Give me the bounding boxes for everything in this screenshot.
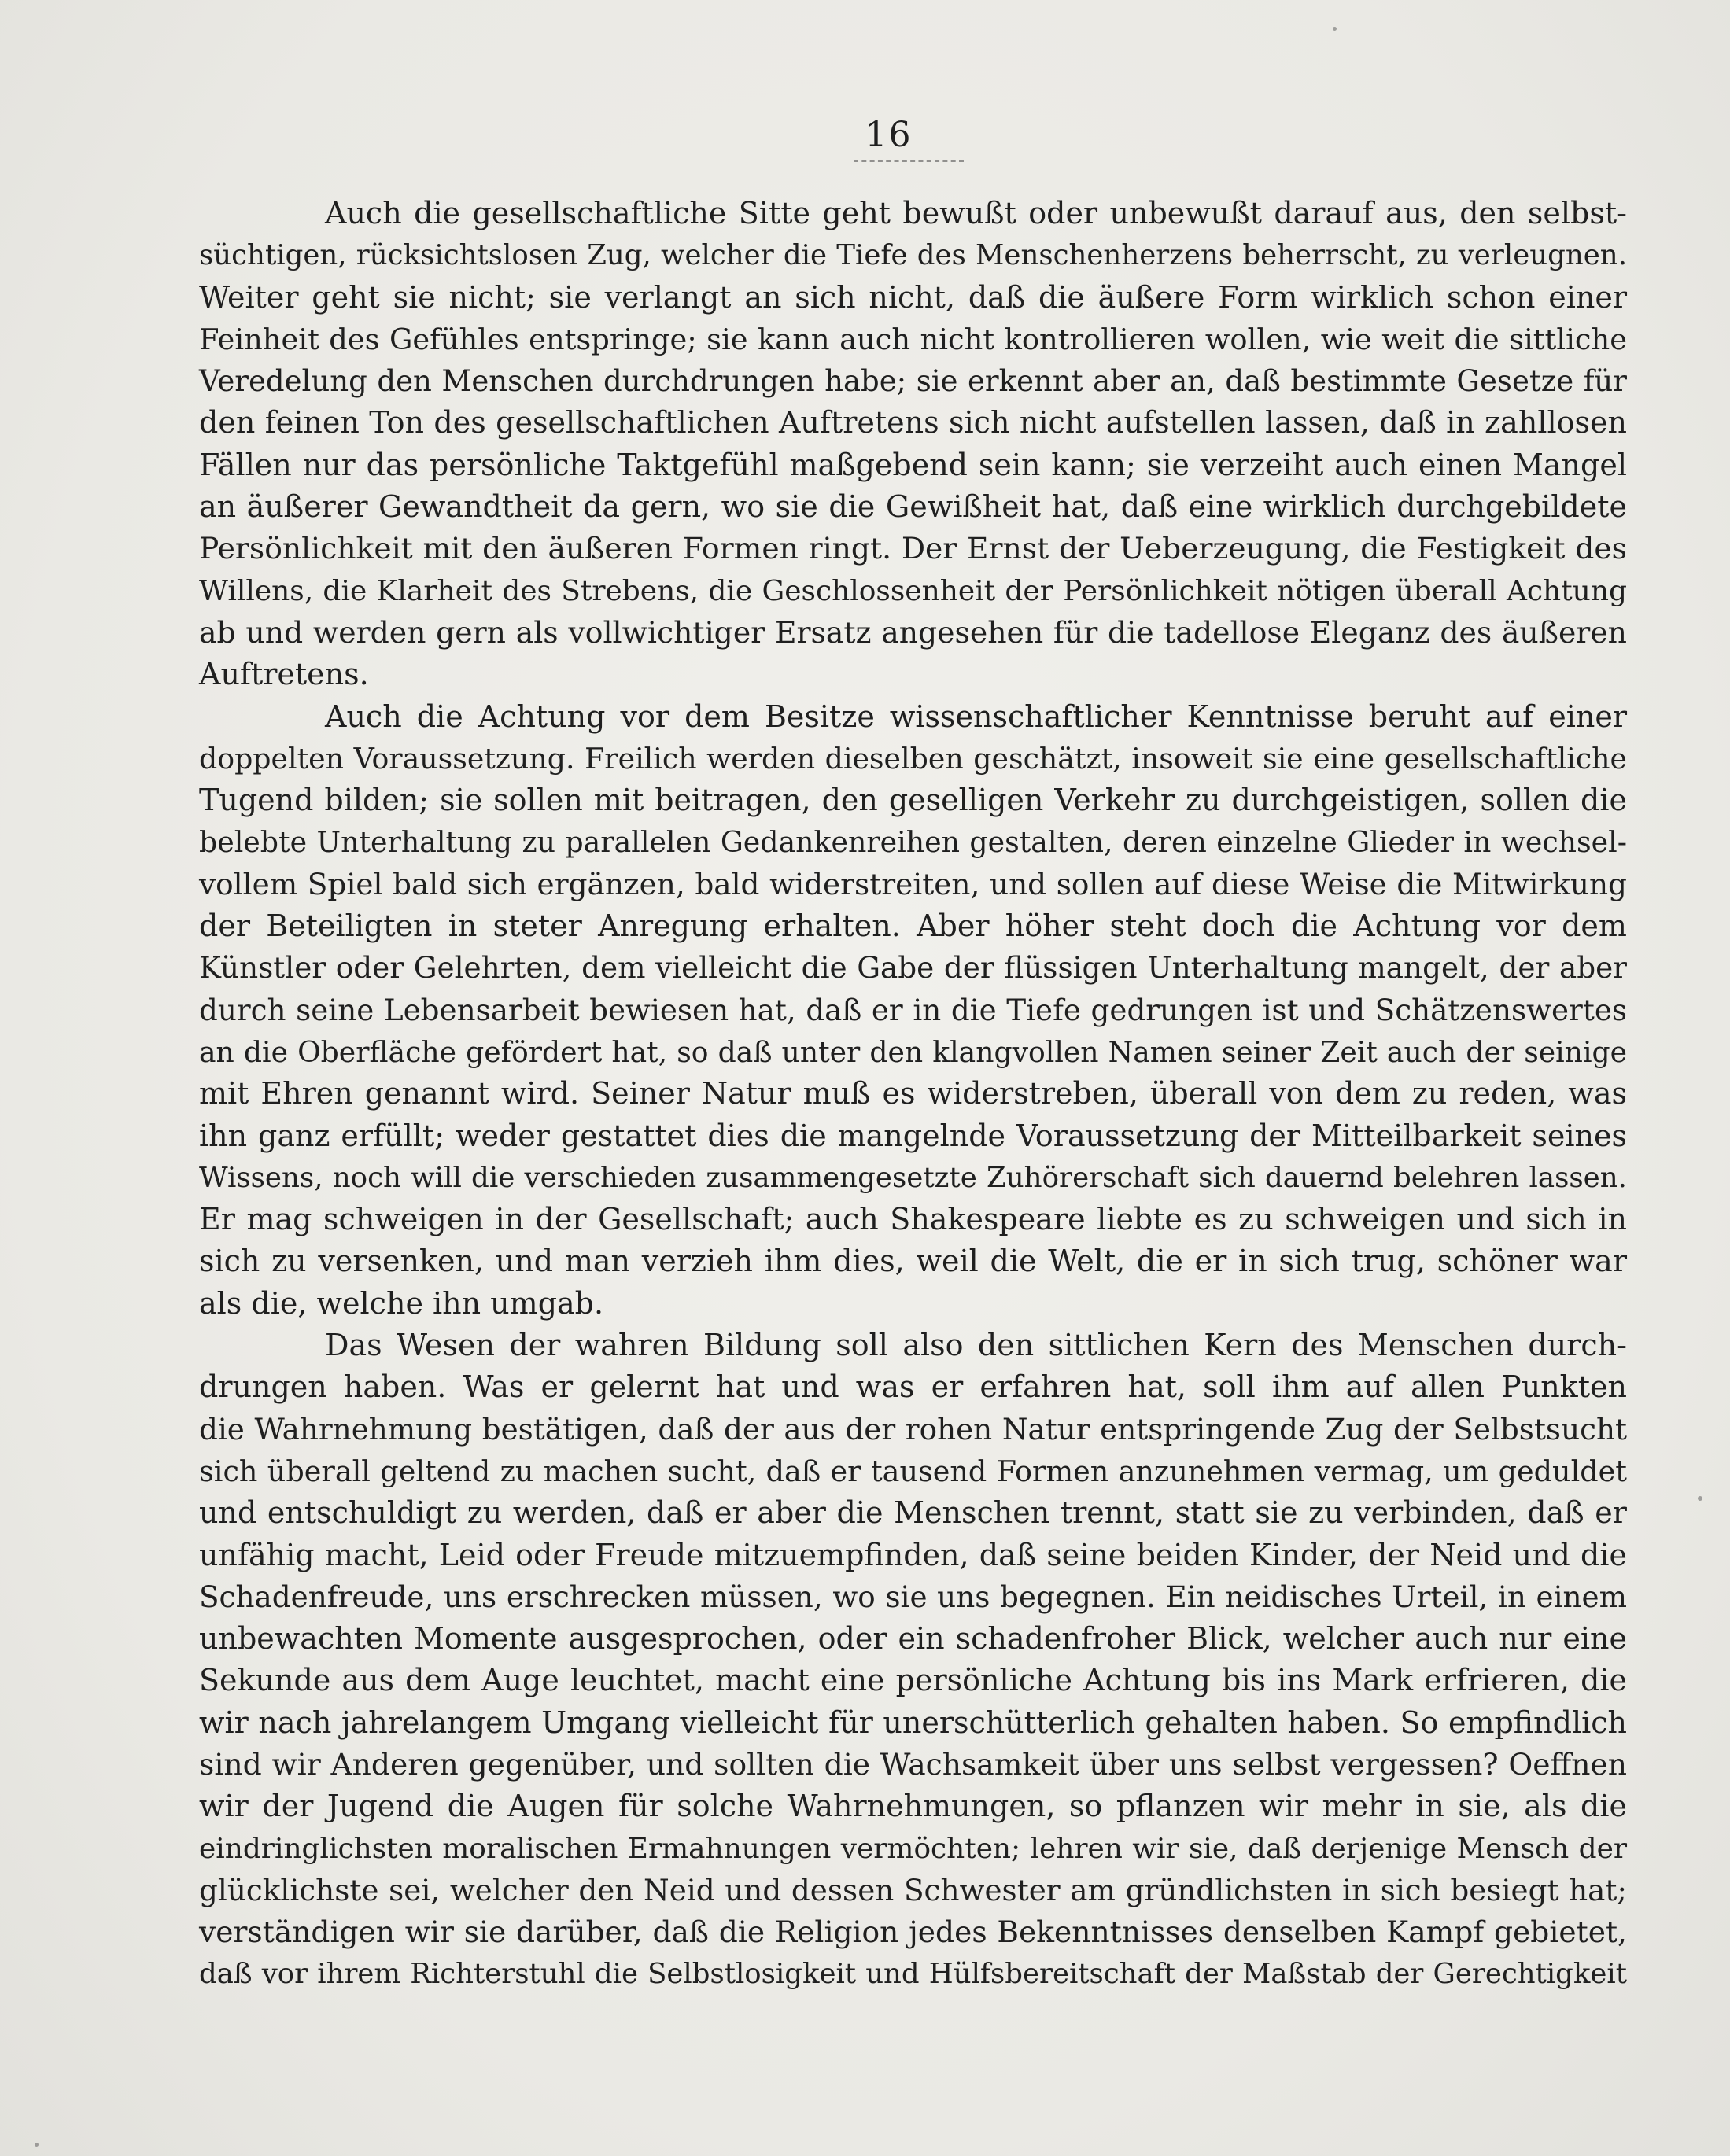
- text-line: sich überall geltend zu machen sucht, daß er tausend Formen anzunehmen vermag, um geduldet: [199, 1454, 1627, 1488]
- text-line: ab und werden gern als vollwichtiger Ersatz angesehen für die tadellose Eleganz des äußeren: [199, 614, 1627, 650]
- text-line: den feinen Ton des gesellschaftlichen Auftretens sich nicht aufstellen lassen, daß in zahllosen: [199, 405, 1627, 440]
- page-number-underline: [854, 160, 964, 165]
- text-line: doppelten Voraussetzung. Freilich werden dieselben geschätzt, insoweit sie eine gesellschaftliche: [199, 741, 1627, 776]
- text-line: Er mag schweigen in der Gesellschaft; auch Shakespeare liebte es zu schweigen und sich in: [199, 1202, 1627, 1237]
- text-line: Persönlichkeit mit den äußeren Formen ringt. Der Ernst der Ueberzeugung, die Festigkeit des: [199, 531, 1627, 566]
- text-line: vollem Spiel bald sich ergänzen, bald widerstreiten, und sollen auf diese Weise die Mitwirkung: [199, 866, 1627, 901]
- text-line: Schadenfreude, uns erschrecken müssen, wo sie uns begegnen. Ein neidisches Urteil, in einem: [199, 1579, 1627, 1614]
- paragraph-2: [199, 696, 1627, 1325]
- text-line: an die Oberfläche gefördert hat, so daß unter den klangvollen Namen seiner Zeit auch der seinige: [199, 1034, 1627, 1069]
- text-line: Feinheit des Gefühles entspringe; sie kann auch nicht kontrollieren wollen, wie weit die sittliche: [199, 322, 1627, 356]
- text-line: der Beteiligten in steter Anregung erhalten. Aber höher steht doch die Achtung vor dem: [199, 908, 1627, 944]
- text-line: drungen haben. Was er gelernt hat und was er erfahren hat, soll ihm auf allen Punkten: [199, 1369, 1627, 1405]
- text-line: Tugend bilden; sie sollen mit beitragen, den geselligen Verkehr zu durchgeistigen, sollen die: [199, 783, 1628, 818]
- text-line: eindringlichsten moralischen Ermahnungen vermöchten; lehren wir sie, daß derjenige Mensch der: [199, 1832, 1627, 1865]
- text-line: Das Wesen der wahren Bildung soll also den sittlichen Kern des Menschen durch-: [325, 1328, 1627, 1363]
- text-line: an äußerer Gewandtheit da gern, wo sie die Gewißheit hat, daß eine wirklich durchgebildete: [199, 489, 1627, 525]
- text-line: verständigen wir sie darüber, daß die Religion jedes Bekenntnisses denselben Kampf gebietet,: [199, 1915, 1627, 1950]
- text-line: wir nach jahrelangem Umgang vielleicht für unerschütterlich gehalten haben. So empfindlich: [199, 1705, 1628, 1740]
- text-line: Willens, die Klarheit des Strebens, die Geschlossenheit der Persönlichkeit nötigen überall Achtung: [199, 574, 1627, 607]
- page-number: 16: [865, 115, 913, 155]
- text-line: und entschuldigt zu werden, daß er aber die Menschen trennt, statt sie zu verbinden, daß er: [199, 1495, 1627, 1531]
- text-line: ihn ganz erfüllt; weder gestattet dies die mangelnde Voraussetzung der Mitteilbarkeit seines: [199, 1118, 1627, 1153]
- text-line: Auch die Achtung vor dem Besitze wissenschaftlicher Kenntnisse beruht auf einer: [325, 698, 1628, 734]
- body-text: [199, 193, 1627, 1996]
- scan-speck: [1698, 1496, 1702, 1501]
- text-line: Wissens, noch will die verschieden zusammengesetzte Zuhörerschaft sich dauernd belehren lassen.: [199, 1161, 1627, 1194]
- text-line: sind wir Anderen gegenüber, und sollten die Wachsamkeit über uns selbst vergessen? Oeffnen: [199, 1746, 1627, 1782]
- text-line: wir der Jugend die Augen für solche Wahrnehmungen, so pflanzen wir mehr in sie, als die: [199, 1789, 1628, 1824]
- text-line: daß vor ihrem Richterstuhl die Selbstlosigkeit und Hülfsbereitschaft der Maßstab der Gerechtigkeit: [199, 1958, 1627, 1991]
- text-line: unbewachten Momente ausgesprochen, oder ein schadenfroher Blick, welcher auch nur eine: [199, 1621, 1627, 1657]
- text-line: Künstler oder Gelehrten, dem vielleicht die Gabe der flüssigen Unterhaltung mangelt, der aber: [199, 950, 1627, 986]
- scan-speck: [1333, 27, 1337, 31]
- text-line: Auftretens.: [199, 657, 369, 692]
- text-line: die Wahrnehmung bestätigen, daß der aus der rohen Natur entspringende Zug der Selbstsucht: [199, 1411, 1627, 1447]
- text-line: belebte Unterhaltung zu parallelen Gedankenreihen gestalten, deren einzelne Glieder in wechsel-: [199, 825, 1627, 860]
- text-line: Sekunde aus dem Auge leuchtet, macht eine persönliche Achtung bis ins Mark erfrieren, die: [199, 1663, 1628, 1698]
- text-line: Auch die gesellschaftliche Sitte geht bewußt oder unbewußt darauf aus, den selbst-: [325, 196, 1627, 230]
- scan-speck: [35, 2143, 39, 2147]
- text-line: unfähig macht, Leid oder Freude mitzuempfinden, daß seine beiden Kinder, der Neid und die: [199, 1537, 1628, 1572]
- text-line: glücklichste sei, welcher den Neid und dessen Schwester am gründlichsten in sich besiegt hat;: [199, 1872, 1627, 1907]
- paragraph-1: [199, 193, 1627, 696]
- text-line: sich zu versenken, und man verzieh ihm dies, weil die Welt, die er in sich trug, schöner war: [199, 1244, 1628, 1279]
- text-line: Veredelung den Menschen durchdrungen habe; sie erkennt aber an, daß bestimmte Gesetze für: [199, 364, 1627, 399]
- text-line: als die, welche ihn umgab.: [199, 1285, 604, 1321]
- text-line: durch seine Lebensarbeit bewiesen hat, daß er in die Tiefe gedrungen ist und Schätzenswertes: [199, 992, 1627, 1027]
- text-line: mit Ehren genannt wird. Seiner Natur muß es widerstreben, überall von dem zu reden, was: [199, 1076, 1627, 1111]
- text-line: süchtigen, rücksichtslosen Zug, welcher die Tiefe des Menschenherzens beherrscht, zu verleugnen.: [199, 239, 1627, 272]
- text-line: Weiter geht sie nicht; sie verlangt an sich nicht, daß die äußere Form wirklich schon einer: [199, 279, 1627, 315]
- paragraph-3: [199, 1325, 1627, 1996]
- text-line: Fällen nur das persönliche Taktgefühl maßgebend sein kann; sie verzeiht auch einen Mangel: [199, 447, 1627, 482]
